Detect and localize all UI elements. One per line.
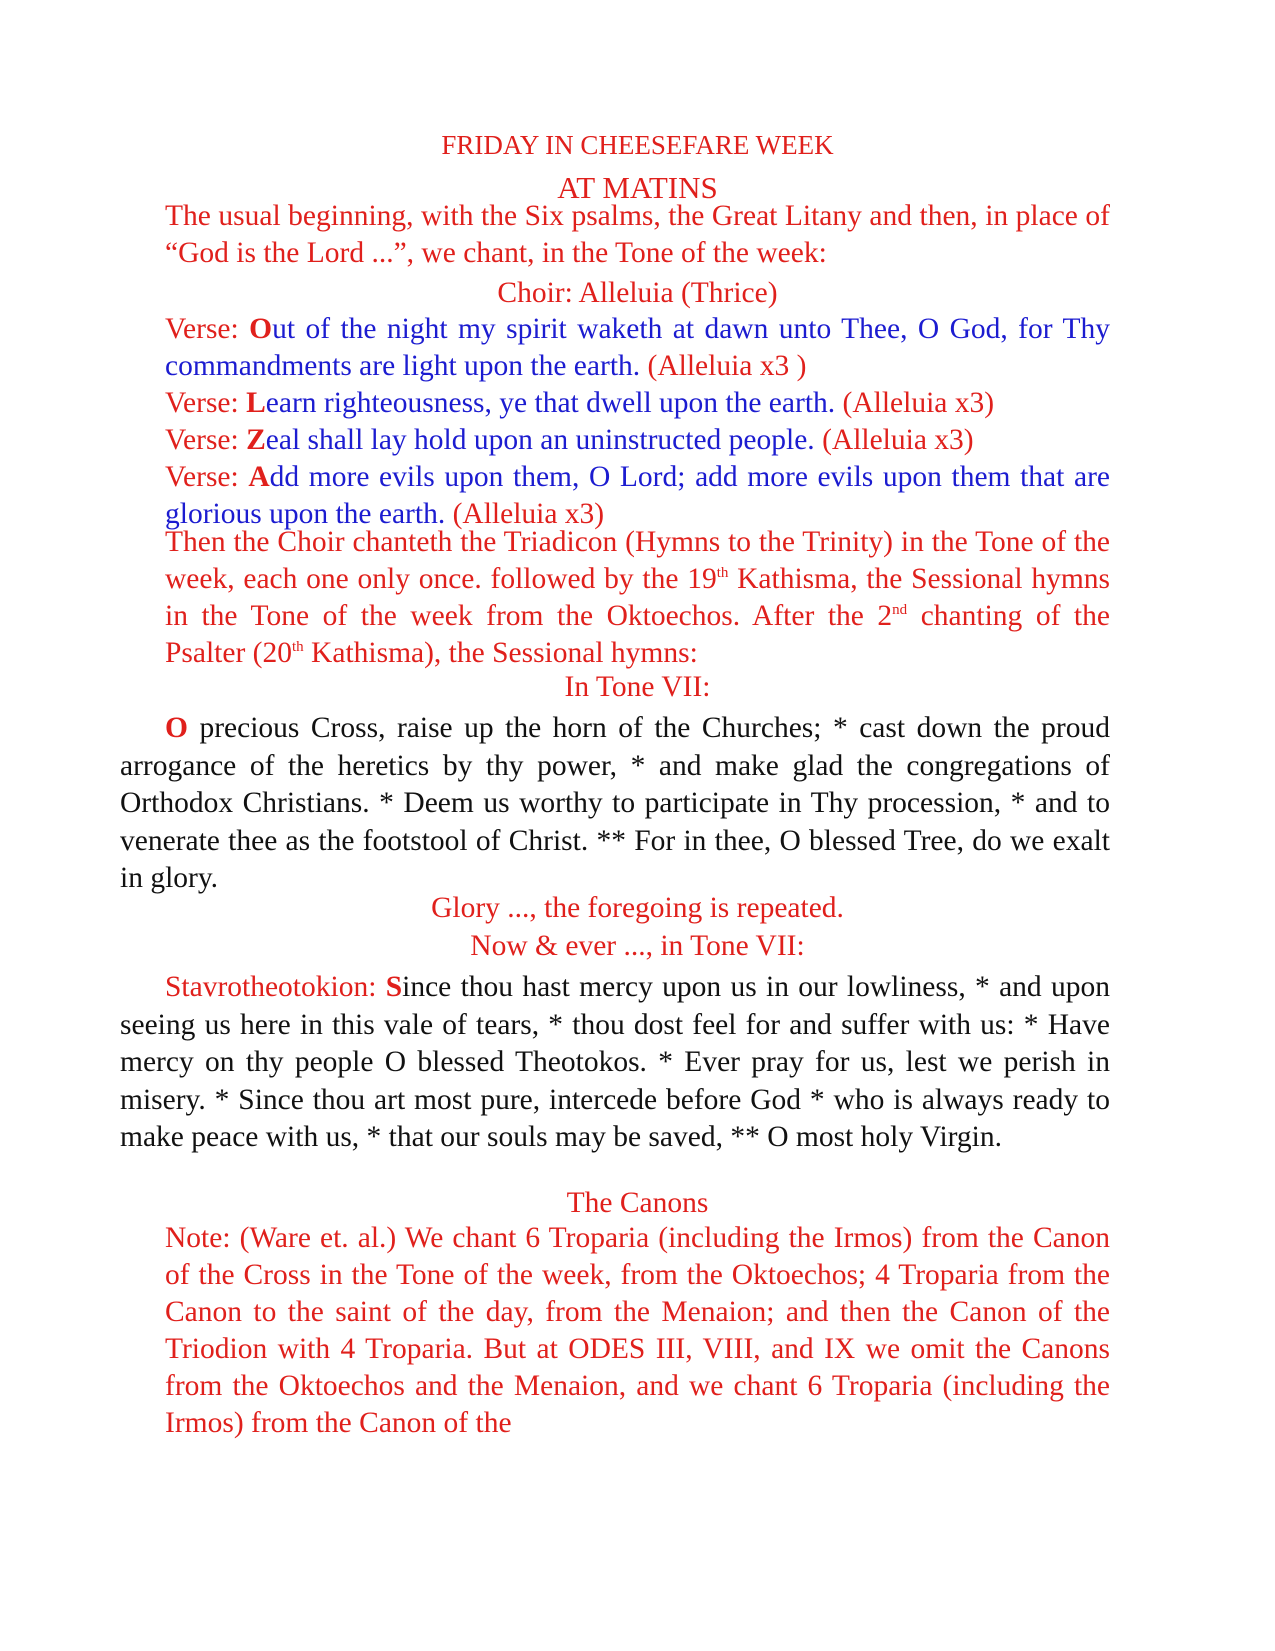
sessional-hymn (120, 710, 1110, 898)
stavrotheotokion-label: Stavrotheotokion: (165, 971, 386, 1003)
hymn-text: precious Cross, raise up the horn of the Churches; * cast down the proud arrogance of the heretics by thy power, * and make glad the congregations of Orthodox Christians. * Deem us worthy to participate in Thy procession, * and to venerate thee as the footstool of Christ. ** For in thee, O blessed Tree, do we exalt in glory. (120, 712, 1110, 894)
stavrotheotokion-text: ince thou hast mercy upon us in our lowliness, * and upon seeing us here in this vale of tears, * thou dost feel for and suffer with us: * Have mercy on thy people O blessed Theotokos. * Ever pray for us, lest we perish in misery. * Since thou art most pure, intercede before God * who is always ready to make peace with us, * that our souls may be saved, ** O most holy Virgin. (120, 971, 1110, 1153)
ordinal-suffix: nd (892, 602, 908, 618)
verse-label: Verse: (165, 313, 250, 345)
verse-initial: A (248, 461, 270, 493)
verse-text: eal shall lay hold upon an uninstructed people. (265, 424, 815, 456)
verses-block (165, 311, 1110, 533)
verse-response: (Alleluia x3) (814, 424, 974, 456)
verse-label: Verse: (165, 387, 247, 419)
verse-response: (Alleluia x3) (835, 387, 995, 419)
day-title: FRIDAY IN CHEESEFARE WEEK (441, 130, 834, 160)
stavrotheotokion-initial: S (385, 971, 403, 1003)
verse-initial: O (249, 313, 273, 345)
intro-rubric: The usual beginning, with the Six psalms, the Great Litany and then, in place of “God is the Lord ...”, we chant, in the Tone of the week: (165, 200, 1110, 269)
rubric-text: Then the Choir chanteth the Triadicon (Hymns to the Trinity) in the Tone of the week, each one only once. followed by the 19 (165, 526, 1110, 595)
tone-heading: In Tone VII: (564, 671, 711, 703)
verse-initial: Z (246, 424, 266, 456)
verse (165, 422, 1110, 459)
verse-response: (Alleluia x3) (445, 498, 605, 530)
verse-initial: L (246, 387, 266, 419)
service-title: AT MATINS (557, 170, 718, 205)
ordinal-suffix: th (716, 565, 729, 581)
verse-response: (Alleluia x3 ) (640, 350, 807, 382)
canons-heading: The Canons (566, 1187, 709, 1219)
verse-label: Verse: (165, 424, 247, 456)
glory-line: Glory ..., the foregoing is repeated. (431, 892, 844, 924)
now-and-ever-line: Now & ever ..., in Tone VII: (470, 930, 805, 962)
triadicon-rubric (165, 524, 1110, 672)
verse (165, 385, 1110, 422)
rubric-text: chanting of the Psalter (20 (165, 600, 1110, 669)
rubric-text: Kathisma), the Sessional hymns: (303, 637, 698, 669)
verse-label: Verse: (165, 461, 249, 493)
rubric-text: Kathisma, the Sessional hymns in the Tone of the week from the Oktoechos. After the 2 (165, 563, 1110, 632)
canons-note: Note: (Ware et. al.) We chant 6 Troparia (including the Irmos) from the Canon of the Cross in the Tone of the week, from the Oktoechos; 4 Troparia from the Canon to the saint of the day, from the Menaion; and then the Canon of the Triodion with 4 Troparia. But at ODES III, VIII, and IX we omit the Canons from the Oktoechos and the Menaion, and we chant 6 Troparia (including the Irmos) from the Canon of the (165, 1222, 1110, 1439)
verse-text: ut of the night my spirit waketh at dawn unto Thee, O God, for Thy commandments are light upon the earth. (165, 313, 1110, 382)
verse-text: earn righteousness, ye that dwell upon the earth. (265, 387, 836, 419)
verse (165, 311, 1110, 385)
stavrotheotokion (120, 969, 1110, 1157)
ordinal-suffix: th (292, 639, 304, 655)
choir-alleluia: Choir: Alleluia (Thrice) (497, 277, 778, 309)
verse-text: dd more evils upon them, O Lord; add more evils upon them that are glorious upon the earth. (165, 461, 1110, 530)
hymn-initial: O (165, 712, 188, 744)
verse (165, 459, 1110, 533)
